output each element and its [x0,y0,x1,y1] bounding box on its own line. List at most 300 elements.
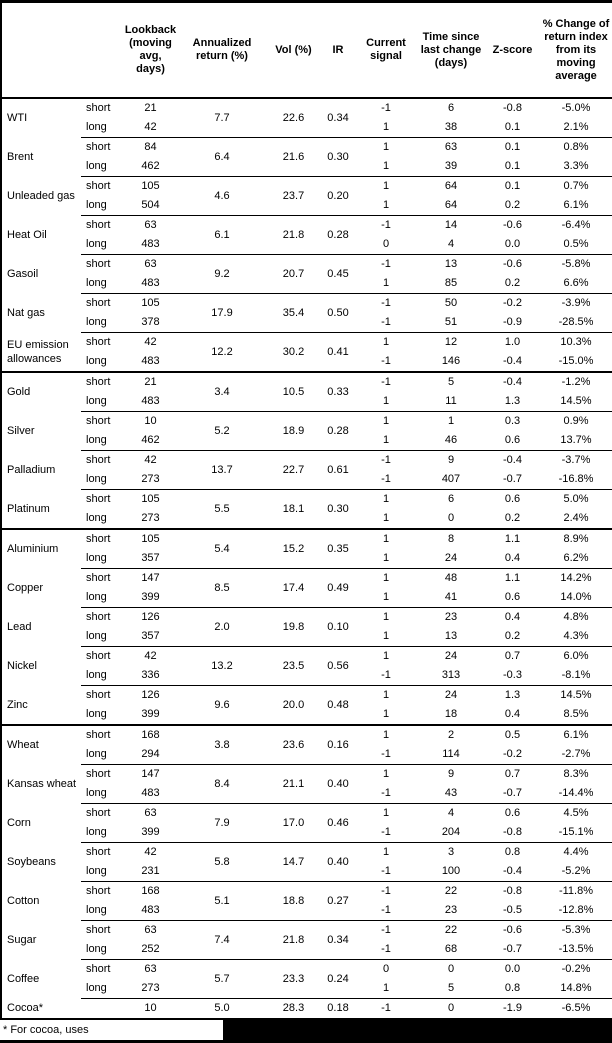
signal-cell: 1 [355,843,417,863]
annualized-return-cell: 3.4 [178,372,266,412]
horizon-cell: long [86,748,107,760]
annualized-return-cell: 5.5 [178,490,266,530]
signal-cell: 1 [382,199,390,211]
table-row [1,372,612,392]
horizon-cell [81,999,123,1020]
signal-cell: -1 [381,943,391,955]
commodity-name-cell: Heat Oil [7,229,47,241]
pct-change-cell: 14.5% [540,686,612,706]
header-vol: Vol (%) [266,2,321,99]
signal-cell: -1 [355,98,417,118]
lookback-cell: 399 [141,708,160,720]
signal-cell: 1 [355,490,417,510]
ir-cell: 0.50 [321,294,355,333]
ir-cell: 0.56 [321,647,355,686]
table-row [1,960,612,980]
zscore-cell: 0.8 [485,843,540,863]
lookback-cell: 399 [141,826,160,838]
pct-change-cell: -6.5% [540,999,612,1020]
signal-cell: 1 [355,177,417,197]
lookback-cell: 483 [141,395,160,407]
annualized-return-cell: 2.0 [178,608,266,647]
vol-cell: 17.4 [266,569,321,608]
zscore-cell: -1.9 [485,999,540,1020]
annualized-return-cell: 5.0 [178,999,266,1020]
vol-cell: 20.0 [266,686,321,726]
header-current-signal: Current signal [355,2,417,99]
pct-change-cell: -15.0% [558,355,594,367]
pct-change-cell: -12.8% [558,904,594,916]
zscore-cell: -0.8 [503,826,522,838]
ir-cell: 0.45 [321,255,355,294]
commodity-name-cell: Zinc [7,698,28,711]
horizon-cell: long [86,199,107,211]
ir-cell: 0.34 [321,98,355,138]
pct-change-cell: -5.2% [561,865,591,877]
lookback-cell: 273 [141,512,160,524]
lookback-cell: 462 [141,434,160,446]
days-since-change-cell: 4 [447,238,455,250]
header-commodity-blank [1,2,81,99]
zscore-cell: -0.7 [503,787,522,799]
header-annualized-return: Annualized return (%) [178,2,266,99]
annualized-return-cell: 5.8 [178,843,266,882]
header-pct-change: % Change of return index from its moving average [540,2,612,99]
horizon-cell: short [81,804,123,824]
table-row [1,529,612,549]
annualized-return-cell: 9.6 [178,686,266,726]
pct-change-cell: 4.8% [540,608,612,628]
lookback-cell: 42 [144,121,157,133]
zscore-cell: 0.4 [485,608,540,628]
ir-cell: 0.27 [321,882,355,921]
commodity-name-cell: Brent [7,151,34,163]
zscore-cell: -0.7 [503,473,522,485]
lookback-cell: 483 [141,277,160,289]
zscore-cell: 1.3 [504,395,521,407]
annualized-return-cell: 6.1 [178,216,266,255]
days-since-change-cell: 8 [417,529,485,549]
lookback-cell: 63 [123,216,178,236]
lookback-cell: 63 [123,960,178,980]
signal-cell: -1 [355,882,417,902]
vol-cell: 21.6 [266,138,321,177]
vol-cell: 30.2 [266,333,321,373]
days-since-change-cell: 22 [417,921,485,941]
days-since-change-cell: 48 [417,569,485,589]
pct-change-cell: 2.1% [563,121,589,133]
days-since-change-cell: 68 [444,943,458,955]
commodity-name-cell: Nickel [7,660,37,672]
days-since-change-cell: 5 [417,372,485,392]
horizon-cell: short [81,372,123,392]
days-since-change-cell: 64 [444,199,458,211]
days-since-change-cell: 13 [417,255,485,275]
horizon-cell: long [86,238,107,250]
pct-change-cell: 5.0% [540,490,612,510]
vol-cell: 19.8 [266,608,321,647]
lookback-cell: 21 [123,98,178,118]
vol-cell: 14.7 [266,843,321,882]
zscore-cell: 0.1 [504,160,521,172]
commodity-name-cell: Corn [7,817,31,829]
lookback-cell: 105 [123,177,178,197]
lookback-cell: 336 [141,669,160,681]
days-since-change-cell: 51 [444,316,458,328]
commodity-name-cell: Wheat [1,725,81,765]
annualized-return-cell: 13.7 [178,451,266,490]
lookback-cell: 63 [123,804,178,824]
header-lookback: Lookback (moving avg, days) [123,2,178,99]
table-row [1,255,612,275]
pct-change-cell: -13.5% [558,943,594,955]
header-horizon-blank [81,2,123,99]
table-row [1,294,612,314]
lookback-cell: 63 [123,255,178,275]
horizon-cell: long [86,708,107,720]
pct-change-cell: -3.9% [540,294,612,314]
signal-cell: 1 [355,725,417,745]
zscore-cell: 0.1 [504,121,521,133]
days-since-change-cell: 24 [417,647,485,667]
lookback-cell: 10 [123,999,178,1020]
pct-change-cell: 8.5% [563,708,589,720]
days-since-change-cell: 43 [444,787,458,799]
days-since-change-cell: 12 [417,333,485,353]
signal-cell: 1 [382,395,390,407]
ir-cell: 0.33 [321,372,355,412]
pct-change-cell: 13.7% [560,434,592,446]
annualized-return-cell: 5.1 [178,882,266,921]
horizon-cell: long [86,473,107,485]
days-since-change-cell: 46 [444,434,458,446]
zscore-cell: 0.6 [504,434,521,446]
signal-cell: -1 [381,316,391,328]
signal-cell: 1 [355,138,417,158]
table-row [1,333,612,353]
signal-cell: 1 [382,982,390,994]
days-since-change-cell: 11 [445,395,457,407]
pct-change-cell: -1.2% [540,372,612,392]
signal-cell: -1 [381,787,391,799]
signal-cell: -1 [381,355,391,367]
days-since-change-cell: 3 [417,843,485,863]
lookback-cell: 21 [123,372,178,392]
annualized-return-cell: 8.5 [178,569,266,608]
horizon-cell: long [86,591,107,603]
zscore-cell: 1.1 [485,529,540,549]
commodity-name-cell: Sugar [7,934,37,946]
signal-cell: 1 [382,512,390,524]
annualized-return-cell: 7.7 [178,98,266,138]
zscore-cell: -0.2 [485,294,540,314]
days-since-change-cell: 13 [444,630,458,642]
ir-cell: 0.18 [321,999,355,1020]
horizon-cell: long [86,355,107,367]
signal-cell: 1 [355,333,417,353]
days-since-change-cell: 23 [444,904,458,916]
ir-cell: 0.46 [321,804,355,843]
horizon-cell: short [81,608,123,628]
ir-cell: 0.16 [321,725,355,765]
table-row [1,882,612,902]
lookback-cell: 399 [141,591,160,603]
vol-cell: 17.0 [266,804,321,843]
days-since-change-cell: 18 [444,708,458,720]
pct-change-cell: 14.0% [560,591,592,603]
vol-cell: 18.8 [266,882,321,921]
days-since-change-cell: 0 [417,999,485,1020]
ir-cell: 0.28 [321,216,355,255]
horizon-cell: short [81,529,123,549]
zscore-cell: 0.6 [485,804,540,824]
table-row [1,451,612,471]
days-since-change-cell: 24 [417,686,485,706]
zscore-cell: -0.8 [485,98,540,118]
table-row [1,999,612,1020]
commodity-name-cell: Lead [7,621,32,633]
horizon-cell: long [86,787,107,799]
horizon-cell: short [81,686,123,706]
horizon-cell: short [81,960,123,980]
lookback-cell: 462 [141,160,160,172]
lookback-cell: 168 [123,725,178,745]
lookback-cell: 10 [123,412,178,432]
zscore-cell: -0.5 [503,904,522,916]
lookback-cell: 483 [141,238,160,250]
horizon-cell: long [86,826,107,838]
table-row [1,804,612,824]
annualized-return-cell: 17.9 [178,294,266,333]
vol-cell: 18.9 [266,412,321,451]
ir-cell: 0.40 [321,765,355,804]
days-since-change-cell: 0 [447,512,455,524]
signal-cell: 1 [382,434,390,446]
commodity-name-cell: Platinum [7,502,50,515]
lookback-cell: 126 [123,686,178,706]
horizon-cell: short [81,725,123,745]
zscore-cell: 0.0 [504,238,521,250]
lookback-cell: 42 [123,647,178,667]
commodity-name-cell: EU emission allowances [7,338,69,365]
zscore-cell: -0.9 [503,316,522,328]
horizon-cell: long [86,277,107,289]
signal-cell: 1 [355,765,417,785]
horizon-cell: long [86,316,107,328]
days-since-change-cell: 313 [441,669,461,681]
table-row [1,98,612,118]
ir-cell: 0.61 [321,451,355,490]
days-since-change-cell: 64 [417,177,485,197]
zscore-cell: 0.3 [485,412,540,432]
commodity-name-cell: Silver [7,425,35,437]
table-row [1,177,612,197]
days-since-change-cell: 23 [417,608,485,628]
days-since-change-cell: 38 [444,121,458,133]
zscore-cell: 0.2 [504,277,521,289]
zscore-cell: 0.4 [504,708,521,720]
commodity-name-cell: Coffee [7,973,40,985]
lookback-cell: 63 [123,921,178,941]
horizon-cell: long [86,669,107,681]
pct-change-cell: -14.4% [558,787,594,799]
pct-change-cell: -15.1% [558,826,594,838]
days-since-change-cell: 85 [444,277,458,289]
horizon-cell: short [81,921,123,941]
zscore-cell: -0.2 [503,748,522,760]
lookback-cell: 378 [141,316,160,328]
zscore-cell: 0.6 [485,490,540,510]
zscore-cell: -0.4 [503,355,522,367]
lookback-cell: 294 [141,748,160,760]
signal-cell: -1 [381,669,391,681]
signal-cell: 1 [382,277,390,289]
zscore-cell: 0.6 [504,591,521,603]
zscore-cell: -0.4 [503,865,522,877]
signal-cell: -1 [355,451,417,471]
signal-cell: 1 [382,552,390,564]
pct-change-cell: 6.6% [563,277,589,289]
zscore-cell: -0.7 [503,943,522,955]
lookback-cell: 147 [123,569,178,589]
ir-cell: 0.48 [321,686,355,726]
zscore-cell: 0.2 [504,512,521,524]
zscore-cell: 1.1 [485,569,540,589]
horizon-cell: long [86,160,107,172]
pct-change-cell: -16.8% [558,473,594,485]
vol-cell: 21.8 [266,921,321,960]
lookback-cell: 357 [141,552,160,564]
vol-cell: 35.4 [266,294,321,333]
lookback-cell: 231 [141,865,160,877]
commodity-name-cell: Gasoil [7,268,39,280]
signal-cell: 1 [355,686,417,706]
lookback-cell: 483 [141,355,160,367]
horizon-cell: short [81,843,123,863]
commodity-name-cell: Gold [1,372,81,412]
vol-cell: 22.7 [266,451,321,490]
lookback-cell: 273 [141,473,160,485]
vol-cell: 28.3 [266,999,321,1020]
header-zscore: Z-score [485,2,540,99]
annualized-return-cell: 3.8 [178,725,266,765]
horizon-cell: long [86,395,107,407]
annualized-return-cell: 5.7 [178,960,266,999]
ir-cell: 0.49 [321,569,355,608]
horizon-cell: short [81,177,123,197]
pct-change-cell: -2.7% [561,748,591,760]
horizon-cell: long [86,865,107,877]
horizon-cell: long [86,434,107,446]
signal-cell: -1 [381,904,391,916]
pct-change-cell: -3.7% [540,451,612,471]
days-since-change-cell: 41 [444,591,458,603]
zscore-cell: 0.7 [485,765,540,785]
pct-change-cell: 4.5% [540,804,612,824]
ir-cell: 0.20 [321,177,355,216]
signal-cell: 0 [382,238,390,250]
annualized-return-cell: 7.4 [178,921,266,960]
horizon-cell: short [81,294,123,314]
zscore-cell: 0.1 [485,138,540,158]
days-since-change-cell: 2 [417,725,485,745]
horizon-cell: short [81,647,123,667]
horizon-cell: long [86,630,107,642]
ir-cell: 0.34 [321,921,355,960]
zscore-cell: -0.4 [485,451,540,471]
table-row [1,412,612,432]
signal-cell: 1 [382,160,390,172]
signal-cell: -1 [355,255,417,275]
pct-change-cell: 0.7% [540,177,612,197]
zscore-cell: 0.8 [504,982,521,994]
signal-cell: 1 [382,708,390,720]
header-ir: IR [321,2,355,99]
lookback-cell: 273 [141,982,160,994]
commodity-name-cell: Cotton [7,895,40,907]
signal-cell: 1 [355,608,417,628]
vol-cell: 23.7 [266,177,321,216]
table-row [1,138,612,158]
zscore-cell: -0.6 [485,921,540,941]
signal-cell: 1 [382,121,390,133]
days-since-change-cell: 39 [444,160,458,172]
pct-change-cell: 0.8% [540,138,612,158]
commodity-name-cell: WTI [1,98,81,138]
days-since-change-cell: 0 [417,960,485,980]
horizon-cell: short [81,333,123,353]
vol-cell: 21.1 [266,765,321,804]
pct-change-cell: 6.1% [540,725,612,745]
days-since-change-cell: 204 [441,826,461,838]
pct-change-cell: -28.5% [558,316,594,328]
lookback-cell: 483 [141,904,160,916]
vol-cell: 15.2 [266,529,321,569]
signal-cell: -1 [381,826,391,838]
lookback-cell: 252 [141,943,160,955]
commodity-name-cell: Palladium [7,464,56,476]
signal-cell: -1 [381,865,391,877]
lookback-cell: 357 [141,630,160,642]
ir-cell: 0.10 [321,608,355,647]
zscore-cell: 0.4 [504,552,521,564]
days-since-change-cell: 9 [417,451,485,471]
horizon-cell: long [86,121,107,133]
horizon-cell: short [81,216,123,236]
lookback-cell: 42 [123,333,178,353]
days-since-change-cell: 22 [417,882,485,902]
signal-cell: -1 [355,294,417,314]
vol-cell: 22.6 [266,98,321,138]
pct-change-cell: 14.5% [560,395,592,407]
days-since-change-cell: 114 [442,748,460,760]
lookback-cell: 168 [123,882,178,902]
zscore-cell: -0.3 [503,669,522,681]
signal-cell: 1 [355,569,417,589]
ir-cell: 0.41 [321,333,355,373]
ir-cell: 0.30 [321,490,355,530]
table-row [1,921,612,941]
annualized-return-cell: 6.4 [178,138,266,177]
ir-cell: 0.28 [321,412,355,451]
days-since-change-cell: 407 [441,473,461,485]
zscore-cell: 0.2 [504,630,521,642]
vol-cell: 23.6 [266,725,321,765]
ir-cell: 0.24 [321,960,355,999]
lookback-cell: 105 [123,529,178,549]
horizon-cell: long [86,552,107,564]
pct-change-cell: -0.2% [540,960,612,980]
